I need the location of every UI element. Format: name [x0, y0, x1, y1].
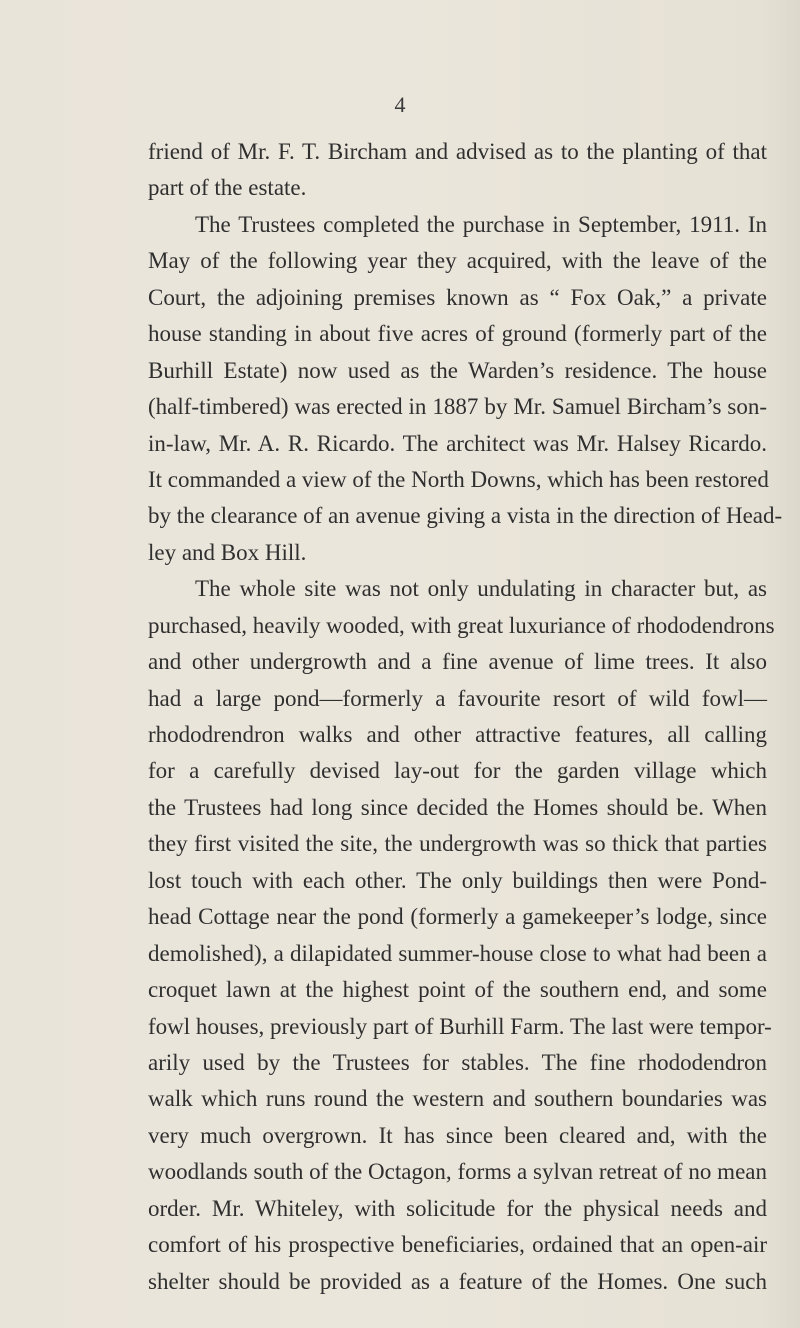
- text-line: rhododrendron walks and other attractive features, all calling: [148, 722, 767, 747]
- text-line: purchased, heavily wooded, with great luxuriance of rhododendrons: [148, 613, 775, 638]
- text-line: fowl houses, previously part of Burhill Farm. The last were tempor-: [148, 1014, 772, 1039]
- text-line: arily used by the Trustees for stables. The fine rhododendron: [148, 1050, 767, 1075]
- text-line: by the clearance of an avenue giving a vista in the direction of Head-: [148, 503, 783, 528]
- text-line: demolished), a dilapidated summer-house close to what had been a: [148, 941, 767, 966]
- text-line: (half-timbered) was erected in 1887 by Mr. Samuel Bircham’s son-: [148, 394, 767, 419]
- text-line: very much overgrown. It has since been cleared and, with the: [148, 1123, 767, 1148]
- text-line: and other undergrowth and a fine avenue of lime trees. It also: [148, 649, 767, 674]
- text-line: It commanded a view of the North Downs, which has been restored: [148, 467, 769, 492]
- text-line: for a carefully devised lay-out for the garden village which: [148, 758, 767, 783]
- text-line: house standing in about five acres of ground (formerly part of the: [148, 321, 767, 346]
- text-line: order. Mr. Whiteley, with solicitude for the physical needs and: [148, 1196, 767, 1221]
- paragraph-start-line: The Trustees completed the purchase in September, 1911. In: [195, 212, 767, 237]
- text-line: part of the estate.: [148, 175, 307, 200]
- text-line: the Trustees had long since decided the Homes should be. When: [148, 795, 767, 820]
- text-line: Court, the adjoining premises known as “ Fox Oak,” a private: [148, 285, 767, 310]
- text-line: shelter should be provided as a feature of the Homes. One such: [148, 1269, 767, 1294]
- text-line: croquet lawn at the highest point of the southern end, and some: [148, 977, 767, 1002]
- text-line: May of the following year they acquired, with the leave of the: [148, 248, 767, 273]
- paragraph-start-line: The whole site was not only undulating in character but, as: [195, 576, 767, 601]
- text-line: woodlands south of the Octagon, forms a sylvan retreat of no mean: [148, 1159, 767, 1184]
- text-line: head Cottage near the pond (formerly a gamekeeper’s lodge, since: [148, 904, 767, 929]
- text-line: walk which runs round the western and southern boundaries was: [148, 1086, 767, 1111]
- text-line: comfort of his prospective beneficiaries, ordained that an open-air: [148, 1232, 767, 1257]
- page-number: 4: [394, 92, 406, 117]
- text-line: had a large pond—formerly a favourite resort of wild fowl—: [148, 686, 767, 711]
- text-line: they first visited the site, the undergrowth was so thick that parties: [148, 831, 767, 856]
- text-line: lost touch with each other. The only buildings then were Pond-: [148, 868, 767, 893]
- text-line: friend of Mr. F. T. Bircham and advised as to the planting of that: [148, 139, 767, 164]
- text-line: ley and Box Hill.: [148, 540, 307, 565]
- text-line: in-law, Mr. A. R. Ricardo. The architect was Mr. Halsey Ricardo.: [148, 431, 767, 456]
- text-line: Burhill Estate) now used as the Warden’s residence. The house: [148, 358, 767, 383]
